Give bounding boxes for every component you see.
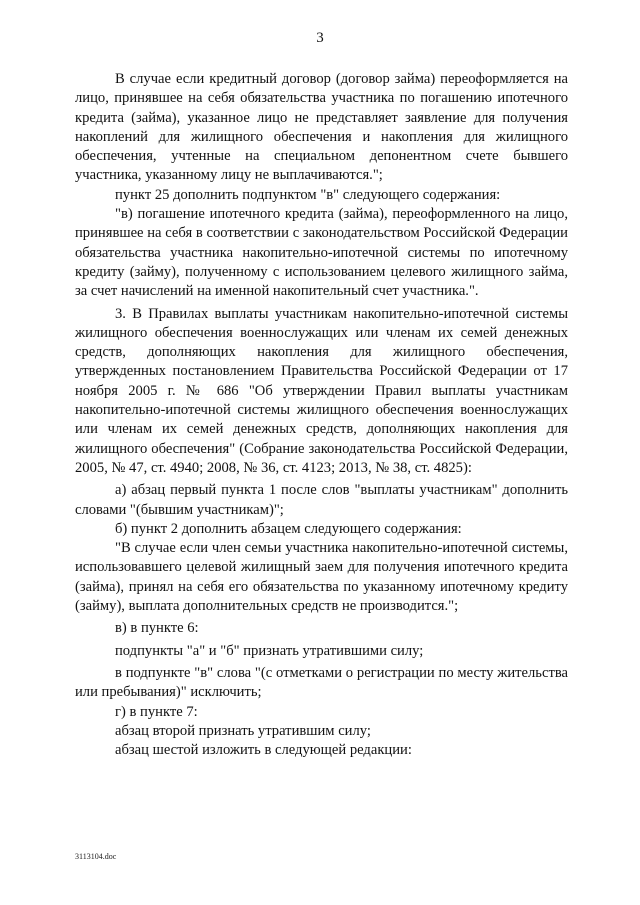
paragraph: абзац шестой изложить в следующей редакции: xyxy=(115,742,412,759)
paragraph: В случае если кредитный договор (договор займа) переоформляется на лицо, принявшее на себя обязательства участника по погашению ипотечного кредита (займа), указанное лицо не представляет заявление для получения накоплений для жилищного обеспечения и накопления для жилищного обеспечения, учтенные на специальном депонентном счете бывшего участника, указанному лицу не выплачиваются."; xyxy=(75,71,568,184)
paragraph: г) в пункте 7: xyxy=(115,703,198,720)
paragraph: подпункты "а" и "б" признать утратившими силу; xyxy=(115,642,424,659)
paragraph: "в) погашение ипотечного кредита (займа), переоформленного на лицо, принявшее на себя в соответствии с законодательством Российской Федерации обязательства участника накопительно-ипотечной системы по ипотечному кредиту (займу), полученному с использованием целевого жилищного займа, за счет начислений на именной накопительный счет участника.". xyxy=(75,206,568,300)
paragraph: пункт 25 дополнить подпунктом "в" следующего содержания: xyxy=(115,186,501,203)
paragraph: б) пункт 2 дополнить абзацем следующего содержания: xyxy=(115,520,462,537)
paragraph: а) абзац первый пункта 1 после слов "выплаты участникам" дополнить словами "(бывшим участникам)"; xyxy=(75,482,568,518)
document-body xyxy=(75,70,568,760)
paragraph: в подпункте "в" слова "(с отметками о регистрации по месту жительства или пребывания)" исключить; xyxy=(75,664,568,701)
paragraph: в) в пункте 6: xyxy=(115,620,199,637)
page-number: 3 xyxy=(316,30,324,46)
document-filename: 3113104.doc xyxy=(75,852,117,861)
paragraph: "В случае если член семьи участника накопительно-ипотечной системы, использовавшего целевой жилищный заем для получения ипотечного кредита (займа), принял на себя его обязательства по указанному ипотечному кредиту (займу), выплата дополнительных средств не производится."; xyxy=(75,540,568,615)
paragraph: абзац второй признать утратившим силу; xyxy=(115,722,371,739)
paragraph: 3. В Правилах выплаты участникам накопительно-ипотечной системы жилищного обеспечения военнослужащих или членам их семей денежных средств, дополняющих накопления для жилищного обеспечения, утвержденных постановлением Правительства Российской Федерации от 17 ноября 2005 г. № 686 "Об утверждении Правил выплаты участникам накопительно-ипотечной системы жилищного обеспечения военнослужащих или членам их семей денежных средств, дополняющих накопления для жилищного обеспечения" (Собрание законодательства Российской Федерации, 2005, № 47, ст. 4940; 2008, № 36, ст. 4123; 2013, № 38, ст. 4825): xyxy=(75,305,568,476)
